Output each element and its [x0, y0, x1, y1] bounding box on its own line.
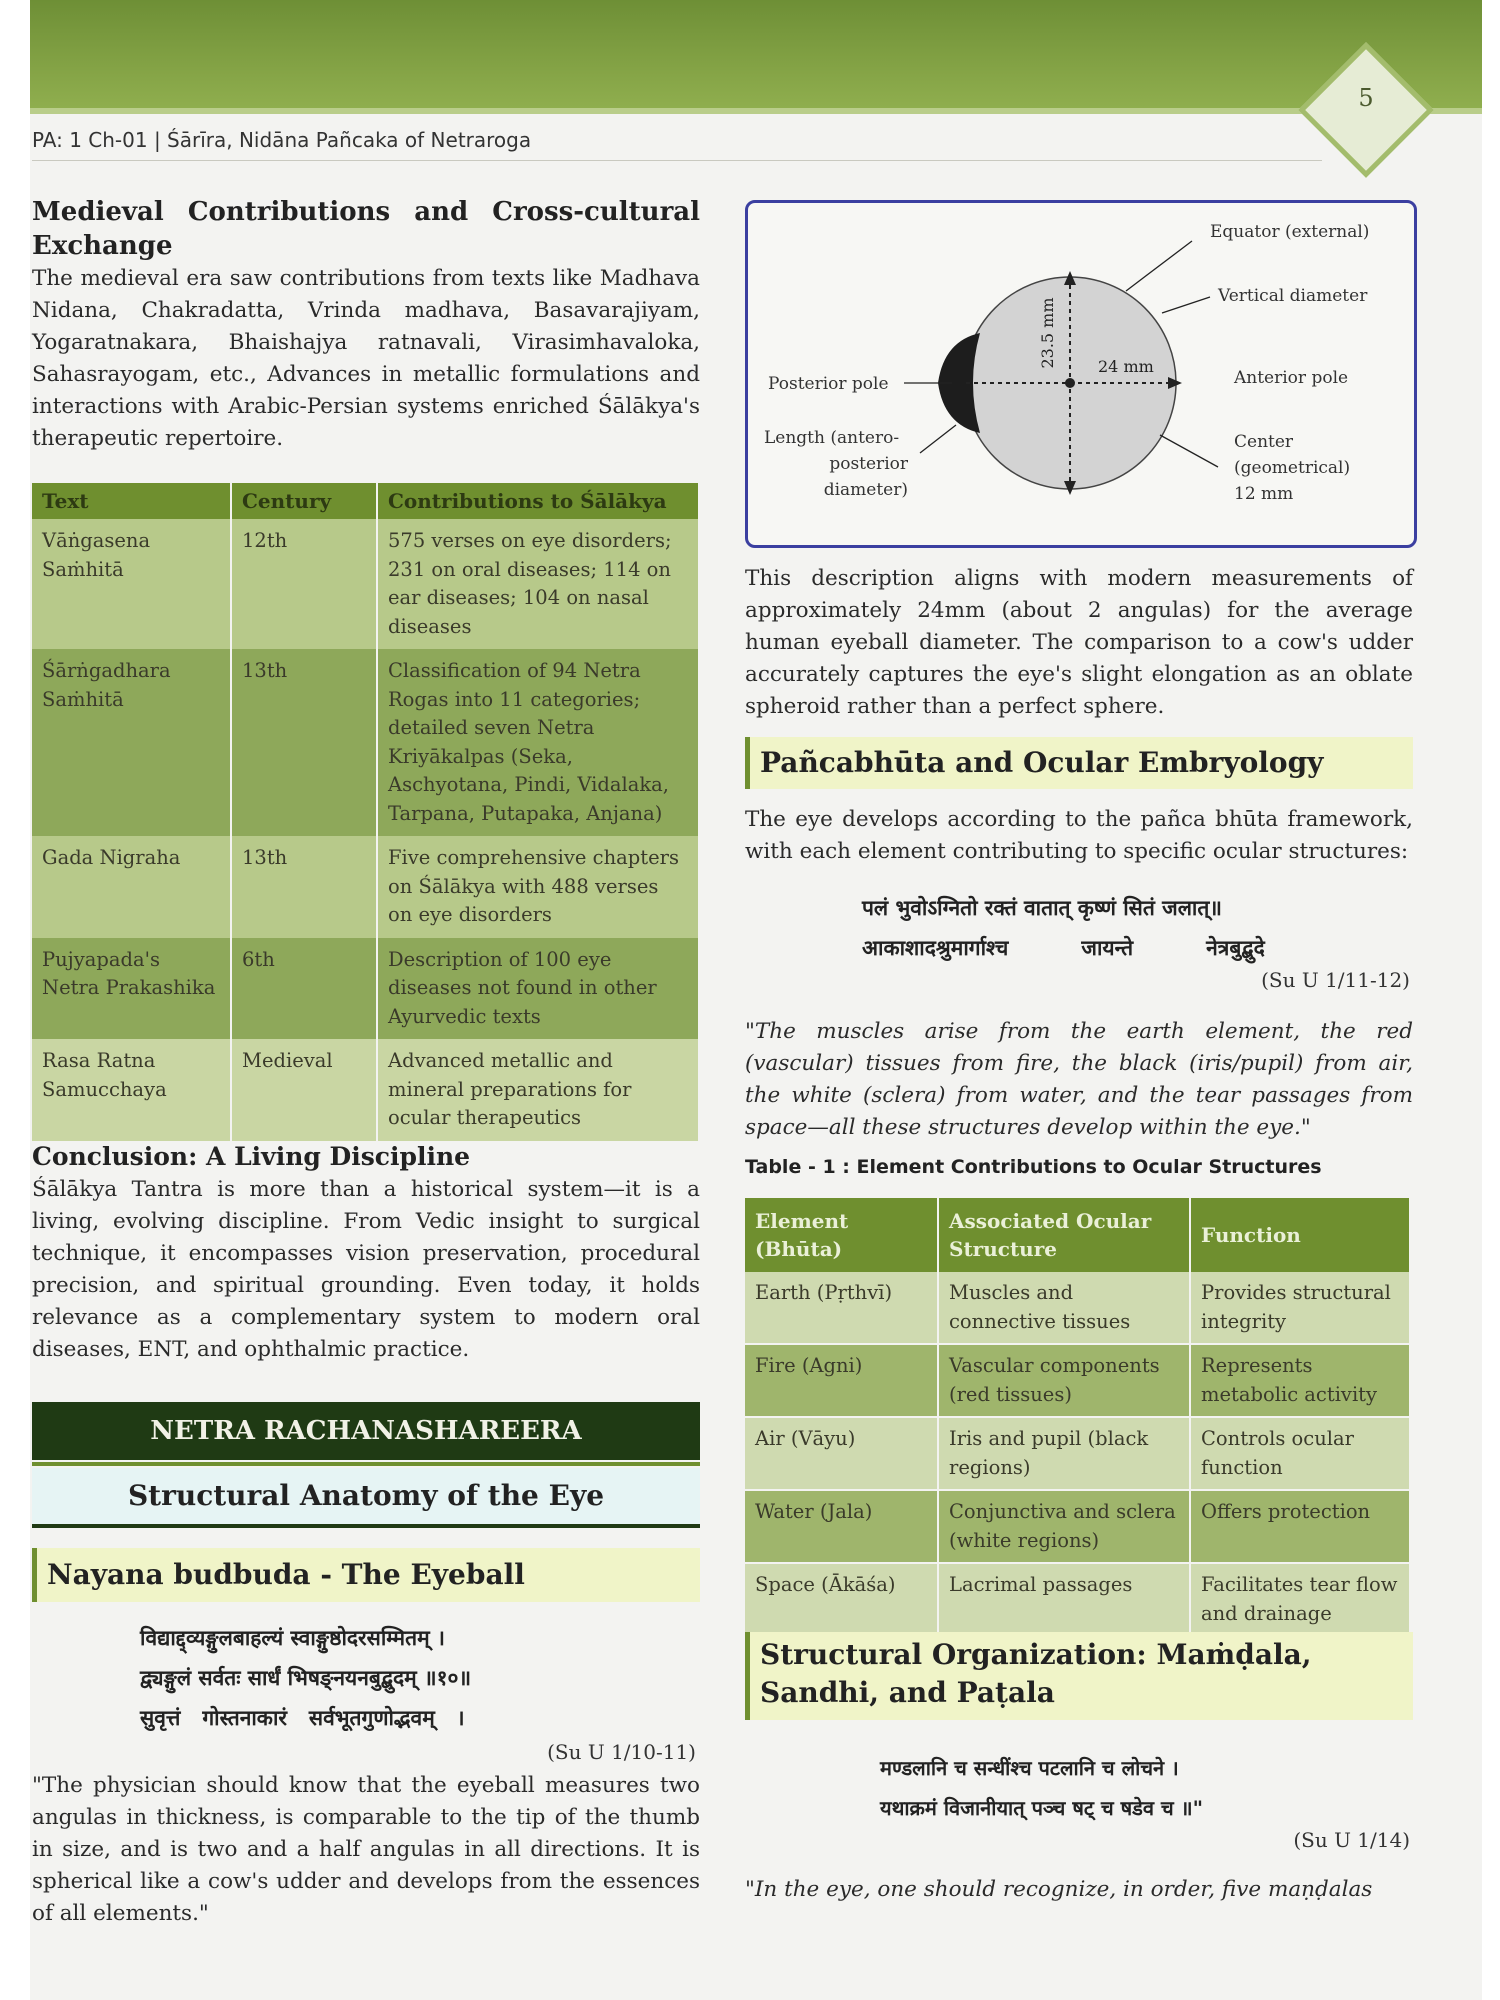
- cell-structure: Lacrimal passages: [938, 1563, 1190, 1636]
- table-row: [32, 519, 699, 649]
- cell-text: Pujyapada's Netra Prakashika: [32, 938, 231, 1040]
- cell-element: Space (Ākāśa): [745, 1563, 938, 1636]
- center-label-2: (geometrical): [1234, 458, 1351, 478]
- shloka-line: द्व्यङ्गुलं सर्वतः सार्धं भिषङ्नयनबुद्बुदम् ॥१०॥: [140, 1665, 472, 1690]
- nayana-budbuda-bar: Nayana budbuda - The Eyeball: [32, 1548, 700, 1602]
- center-label-3: 12 mm: [1234, 484, 1294, 504]
- cell-function: Offers protection: [1190, 1490, 1410, 1563]
- table-row: [745, 1417, 1410, 1490]
- texts-table: [32, 483, 700, 1141]
- page-right-margin: [1482, 0, 1500, 2000]
- center-label-1: Center: [1234, 432, 1294, 452]
- netra-rachanashareera-bar: NETRA RACHANASHAREERA: [32, 1402, 700, 1460]
- cell-element: Water (Jala): [745, 1490, 938, 1563]
- cell-contribution: Five comprehensive chapters on Śālākya with 488 verses on eye disorders: [377, 836, 699, 938]
- left-column-top: [32, 195, 700, 455]
- length-label-2: posterior: [829, 454, 908, 474]
- structural-anatomy-bar: Structural Anatomy of the Eye: [32, 1468, 700, 1528]
- col-structure: Associated Ocular Structure: [938, 1198, 1190, 1272]
- col-century: Century: [231, 483, 377, 519]
- cell-contribution: Description of 100 eye diseases not found in other Ayurvedic texts: [377, 938, 699, 1040]
- col-text: Text: [32, 483, 231, 519]
- col-contributions: Contributions to Śālākya: [377, 483, 699, 519]
- cell-structure: Muscles and connective tissues: [938, 1272, 1190, 1344]
- equator-label: Equator (external): [1210, 222, 1370, 242]
- shloka-line: सुवृत्तं गोस्तनाकारं सर्वभूतगुणोद्भवम् ।: [140, 1705, 465, 1730]
- vertical-diameter-label: Vertical diameter: [1218, 286, 1368, 306]
- shloka-line: पलं भुवोऽग्नितो रक्तं वातात् कृष्णं सितं जलात्॥: [862, 895, 1222, 920]
- length-label-3: diameter): [823, 480, 908, 500]
- cell-century: 6th: [231, 938, 377, 1040]
- cell-function: Facilitates tear flow and drainage: [1190, 1563, 1410, 1636]
- table-caption: Table - 1 : Element Contributions to Ocular Structures: [745, 1156, 1322, 1178]
- citation-3: (Su U 1/14): [1293, 1828, 1410, 1852]
- header-band-line: [30, 108, 1482, 114]
- table-row: [745, 1490, 1410, 1563]
- elements-table: [745, 1198, 1411, 1637]
- table-row: [32, 1039, 699, 1141]
- cell-text: Śārṅgadhara Saṁhitā: [32, 649, 231, 836]
- shloka-block-1: [140, 1618, 700, 1738]
- cell-contribution: 575 verses on eye disorders; 231 on oral diseases; 114 on ear diseases; 104 on nasal diseases: [377, 519, 699, 649]
- quote-1: "The physician should know that the eyeball measures two angulas in thickness, is comparable to the tip of the thumb in size, and is two and a half angulas in all directions. It is spherical like a cow's udder and develops from the essences of all elements.": [32, 1773, 700, 1926]
- cell-century: 12th: [231, 519, 377, 649]
- table-row: [745, 1344, 1410, 1417]
- cell-century: Medieval: [231, 1039, 377, 1141]
- cell-text: Rasa Ratna Samucchaya: [32, 1039, 231, 1141]
- equator-leader: [1126, 241, 1192, 291]
- description-paragraph: This description aligns with modern measurements of approximately 24mm (about 2 angulas) for the average human eyeball diameter. The comparison to a cow's udder accurately captures the eye's slight elongation as an oblate spheroid rather than a perfect sphere.: [745, 566, 1413, 719]
- cell-function: Provides structural integrity: [1190, 1272, 1410, 1344]
- header-rule: [32, 160, 1322, 161]
- shloka-line: आकाशादश्रुमार्गाश्च जायन्ते नेत्रबुद्बुदे: [862, 935, 1265, 960]
- shloka-line: मण्डलानि च सन्धींश्च पटलानि च लोचने ।: [880, 1756, 1179, 1780]
- page-number: 5: [1358, 84, 1374, 112]
- quote-3: "In the eye, one should recognize, in order, five maṇḍalas: [745, 1877, 1373, 1902]
- horizontal-measure-label: 24 mm: [1098, 357, 1154, 376]
- eyeball-diagram-svg: [748, 203, 1414, 545]
- pancabhuta-paragraph: The eye develops according to the pañca bhūta framework, with each element contributing to specific ocular structures:: [745, 807, 1413, 864]
- cell-element: Air (Vāyu): [745, 1417, 938, 1490]
- pancabhuta-heading: Pañcabhūta and Ocular Embryology: [745, 737, 1413, 789]
- cell-text: Vāṅgasena Saṁhitā: [32, 519, 231, 649]
- table-row: [32, 938, 699, 1040]
- shloka-block-3: [880, 1748, 1410, 1828]
- table-row: [32, 649, 699, 836]
- length-label-1: Length (antero-: [764, 428, 900, 448]
- conclusion-heading: Conclusion: A Living Discipline: [32, 1142, 471, 1171]
- table-row: [745, 1272, 1410, 1344]
- vertical-measure-label: 23.5 mm: [1038, 297, 1057, 369]
- citation-2: (Su U 1/11-12): [1261, 968, 1410, 992]
- citation-1: (Su U 1/10-11): [547, 1740, 696, 1764]
- cell-structure: Iris and pupil (black regions): [938, 1417, 1190, 1490]
- length-leader: [920, 425, 956, 453]
- texts-table-header: [32, 483, 699, 519]
- shloka-block-2: [862, 888, 1402, 968]
- elements-table-header: [745, 1198, 1410, 1272]
- cell-element: Fire (Agni): [745, 1344, 938, 1417]
- col-element: Element (Bhūta): [745, 1198, 938, 1272]
- cell-contribution: Advanced metallic and mineral preparations for ocular therapeutics: [377, 1039, 699, 1141]
- shloka-line: विद्याद्द्व्यङ्गुलबाहल्यं स्वाङ्गुष्ठोदरसम्मितम् ।: [140, 1625, 445, 1650]
- running-title: PA: 1 Ch-01 | Śārīra, Nidāna Pañcaka of Netraroga: [32, 128, 532, 152]
- cell-function: Represents metabolic activity: [1190, 1344, 1410, 1417]
- cell-century: 13th: [231, 836, 377, 938]
- page-left-margin: [0, 0, 30, 2000]
- cell-contribution: Classification of 94 Netra Rogas into 11 categories; detailed seven Netra Kriyākalpas (Seka, Aschyotana, Pindi, Vidalaka, Tarpana, Putapaka, Anjana): [377, 649, 699, 836]
- cell-structure: Conjunctiva and sclera (white regions): [938, 1490, 1190, 1563]
- medieval-paragraph: The medieval era saw contributions from texts like Madhava Nidana, Chakradatta, Vrinda madhava, Basavarajiyam, Yogaratnakara, Bhaishajya ratnavali, Virasimhavaloka, Sahasrayogam, etc., Advances in metallic formulations and interactions with Arabic-Persian systems enriched Śālākya's therapeutic repertoire.: [32, 266, 700, 451]
- center-point: [1065, 378, 1075, 388]
- col-function: Function: [1190, 1198, 1410, 1272]
- structural-organization-heading: Structural Organization: Maṁḍala, Sandhi, and Paṭala: [745, 1632, 1413, 1720]
- cell-element: Earth (Pṛthvī): [745, 1272, 938, 1344]
- conclusion-section: [32, 1140, 700, 1366]
- vertical-leader: [1162, 297, 1210, 313]
- bar-divider: [32, 1462, 700, 1466]
- center-leader: [1160, 435, 1218, 467]
- conclusion-paragraph: Śālākya Tantra is more than a historical system—it is a living, evolving discipline. From Vedic insight to surgical technique, it encompasses vision preservation, procedural precision, and spiritual grounding. Even today, it holds relevance as a complementary system to modern oral diseases, ENT, and ophthalmic practice.: [32, 1177, 700, 1362]
- eyeball-diagram: [745, 200, 1417, 548]
- cell-text: Gada Nigraha: [32, 836, 231, 938]
- shloka-line: यथाक्रमं विजानीयात् पञ्च षट् च षडेव च ॥": [880, 1796, 1204, 1820]
- table-row: [32, 836, 699, 938]
- cell-century: 13th: [231, 649, 377, 836]
- quote-2: "The muscles arise from the earth element, the red (vascular) tissues from fire, the black (iris/pupil) from air, the white (sclera) from water, and the tear passages from space—all these structures develop within the eye.": [745, 1019, 1413, 1140]
- anterior-pole-label: Anterior pole: [1234, 368, 1349, 388]
- cell-function: Controls ocular function: [1190, 1417, 1410, 1490]
- header-band: [30, 0, 1482, 108]
- medieval-heading: Medieval Contributions and Cross-cultural Exchange: [32, 197, 700, 261]
- table-row: [745, 1563, 1410, 1636]
- posterior-pole-label: Posterior pole: [768, 374, 889, 394]
- cell-structure: Vascular components (red tissues): [938, 1344, 1190, 1417]
